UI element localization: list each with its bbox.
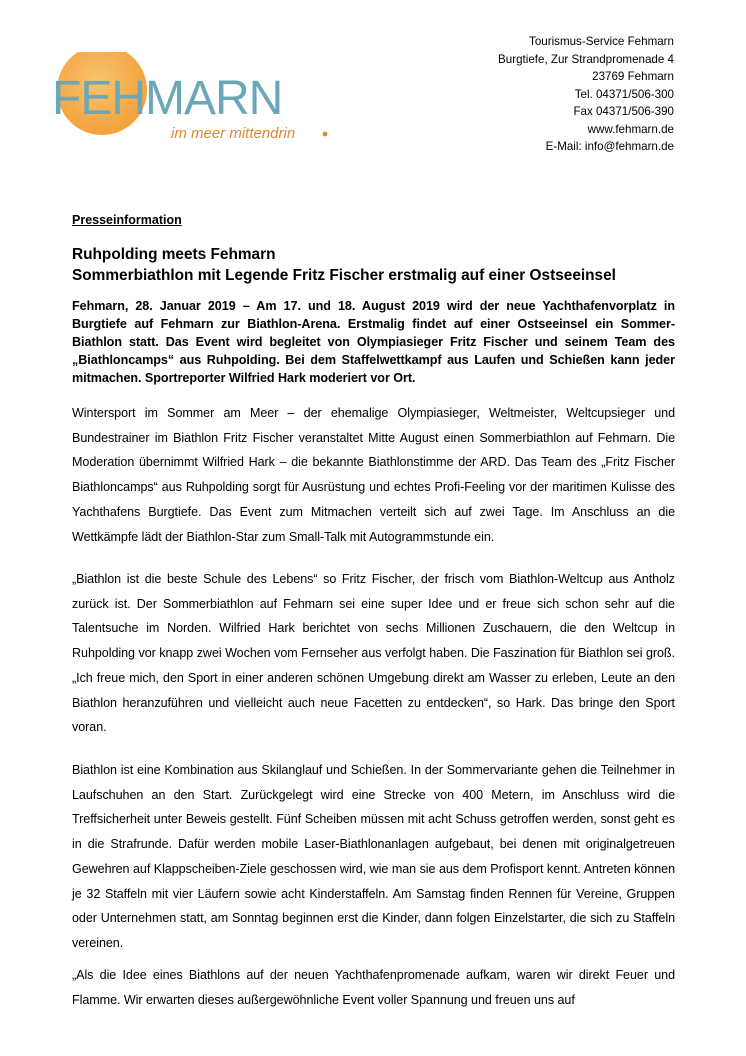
contact-city: 23769 Fehmarn [592, 70, 674, 83]
logo-wordmark: FEHMARN [52, 72, 283, 125]
logo-dot [323, 132, 328, 137]
lead-paragraph: Fehmarn, 28. Januar 2019 – Am 17. und 18. August 2019 wird der neue Yachthafenvorplatz in Burgtiefe auf Fehmarn zur Biathlon-Arena. Erstmalig findet auf einer Ostseeinsel ein Sommer-Biathlon statt. Das Event wird begleitet von Olympiasieger Fritz Fischer und seinem Team des „Biathloncamps“ aus Ruhpolding. Bei dem Staffelwettkampf aus Laufen und Schießen kann jeder mitmachen. Sportreporter Wilfried Hark moderiert vor Ort. [72, 299, 675, 386]
body-paragraph: „Als die Idee eines Biathlons auf der neuen Yachthafenpromenade aufkam, waren wir direkt Feuer und Flamme. Wir erwarten dieses außergewöhnliche Event voller Spannung und freuen uns auf [72, 968, 675, 1007]
section-label: Presseinformation [72, 213, 182, 227]
contact-phone: Tel. 04371/506-300 [574, 87, 674, 101]
logo-graphic [50, 52, 340, 172]
headline [72, 244, 616, 286]
fehmarn-logo [50, 52, 340, 172]
body-paragraph: „Biathlon ist die beste Schule des Lebens“ so Fritz Fischer, der frisch vom Biathlon-Weltcup aus Antholz zurück ist. Der Sommerbiathlon auf Fehmarn sei eine super Idee und er freue sich schon sehr auf die Talentsuche im Norden. Wilfried Hark berichtet von sechs Millionen Zuschauern, die den Weltcup in Ruhpolding vor knapp zwei Wochen vom Fernseher aus verfolgt haben. Die Faszination für Biathlon sei groß. „Ich freue mich, den Sport in einer anderen schönen Umgebung direkt am Wasser zu erleben, Leute an den Biathlon heranzuführen und vielleicht auch neue Facetten zu entdecken“, so Hark. Das bringe den Sport voran. [72, 572, 675, 735]
logo-tagline: im meer mittendrin [171, 125, 296, 142]
contact-website: www.fehmarn.de [587, 122, 674, 136]
body-paragraph: Biathlon ist eine Kombination aus Skilanglauf und Schießen. In der Sommervariante gehen die Teilnehmer in Laufschuhen an den Start. Zurückgelegt wird eine Strecke von 400 Metern, im Anschluss wird die Treffsicherheit unter Beweis gestellt. Fünf Scheiben müssen mit acht Schuss getroffen werden, sonst geht es in die Strafrunde. Dafür werden mobile Laser-Biathlonanlagen aufgebaut, bei denen mit originalgetreuen Gewehren auf Klappscheiben-Ziele geschossen wird, wie man sie aus dem Profisport kennt. Antreten können je 32 Staffeln mit vier Läufern sowie acht Kinderstaffeln. Am Samstag finden Rennen für Vereine, Gruppen oder Unternehmen statt, am Sonntag beginnen erst die Kinder, dann folgen Einzelstarter, die sich zu Staffeln vereinen. [72, 763, 675, 950]
contact-fax: Fax 04371/506-390 [573, 105, 674, 118]
contact-street: Burgtiefe, Zur Strandpromenade 4 [498, 52, 674, 66]
contact-org: Tourismus-Service Fehmarn [529, 35, 674, 48]
headline-title: Ruhpolding meets Fehmarn [72, 246, 276, 263]
headline-subtitle: Sommerbiathlon mit Legende Fritz Fischer erstmalig auf einer Ostseeinsel [72, 267, 616, 284]
contact-email: E-Mail: info@fehmarn.de [545, 140, 674, 153]
contact-block [498, 33, 674, 156]
body-paragraph: Wintersport im Sommer am Meer – der ehemalige Olympiasieger, Weltmeister, Weltcupsieger und Bundestrainer im Biathlon Fritz Fischer veranstaltet Mitte August einen Sommerbiathlon auf Fehmarn. Die Moderation übernimmt Wilfried Hark – die bekannte Biathlonstimme der ARD. Das Team des „Fritz Fischer Biathloncamps“ aus Ruhpolding sorgt für Ausrüstung und echtes Profi-Feeling vor der maritimen Kulisse des Yachthafens Burgtiefe. Das Event zum Mitmachen verteilt sich auf zwei Tage. Im Anschluss an die Wettkämpfe lädt der Biathlon-Star zum Small-Talk mit Autogrammstunde ein. [72, 406, 675, 544]
